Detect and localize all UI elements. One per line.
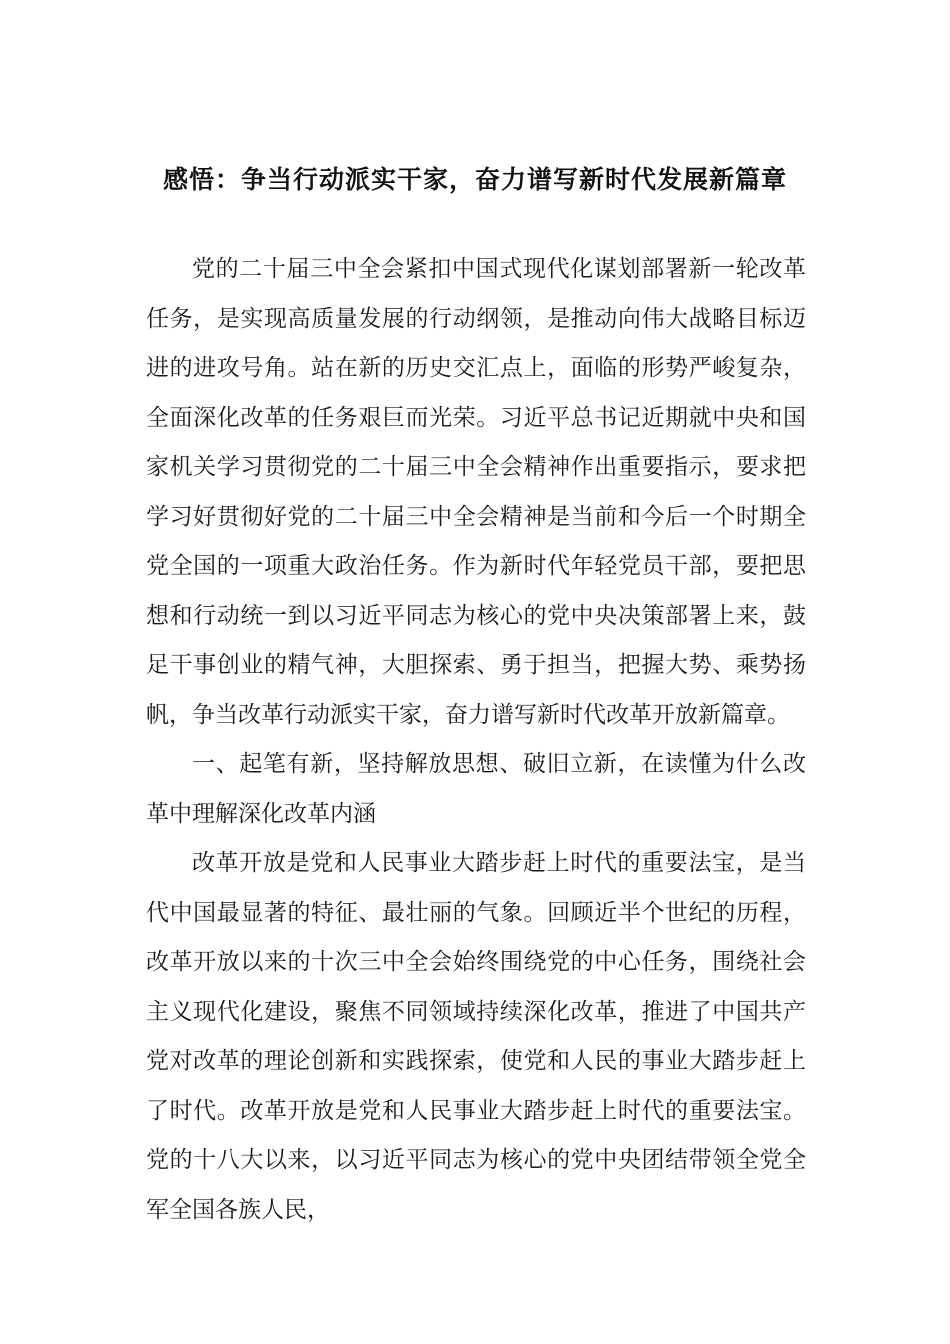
paragraph-intro: 党的二十届三中全会紧扣中国式现代化谋划部署新一轮改革任务，是实现高质量发展的行动纲领，是推动向伟大战略目标迈进的进攻号角。站在新的历史交汇点上，面临的形势严峻复杂，全面深化改革的任务艰巨而光荣。习近平总书记近期就中央和国家机关学习贯彻党的二十届三中全会精神作出重要指示，要求把学习好贯彻好党的二十届三中全会精神是当前和今后一个时期全党全国的一项重大政治任务。作为新时代年轻党员干部，要把思想和行动统一到以习近平同志为核心的党中央决策部署上来，鼓足干事创业的精气神，大胆探索、勇于担当，把握大势、乘势扬帆，争当改革行动派实干家，奋力谱写新时代改革开放新篇章。 <box>146 256 806 728</box>
document-title: 感悟：争当行动派实干家，奋力谱写新时代发展新篇章 <box>162 165 787 194</box>
document-body <box>146 245 806 1235</box>
paragraph-section-1: 改革开放是党和人民事业大踏步赶上时代的重要法宝，是当代中国最显著的特征、最壮丽的气象。回顾近半个世纪的历程，改革开放以来的十次三中全会始终围绕党的中心任务，围绕社会主义现代化建设，聚焦不同领域持续深化改革，推进了中国共产党对改革的理论创新和实践探索，使党和人民的事业大踏步赶上了时代。改革开放是党和人民事业大踏步赶上时代的重要法宝。党的十八大以来，以习近平同志为核心的党中央团结带领全党全军全国各族人民， <box>146 850 806 1223</box>
section-heading-1: 一、起笔有新，坚持解放思想、破旧立新，在读懂为什么改革中理解深化改革内涵 <box>146 751 806 827</box>
